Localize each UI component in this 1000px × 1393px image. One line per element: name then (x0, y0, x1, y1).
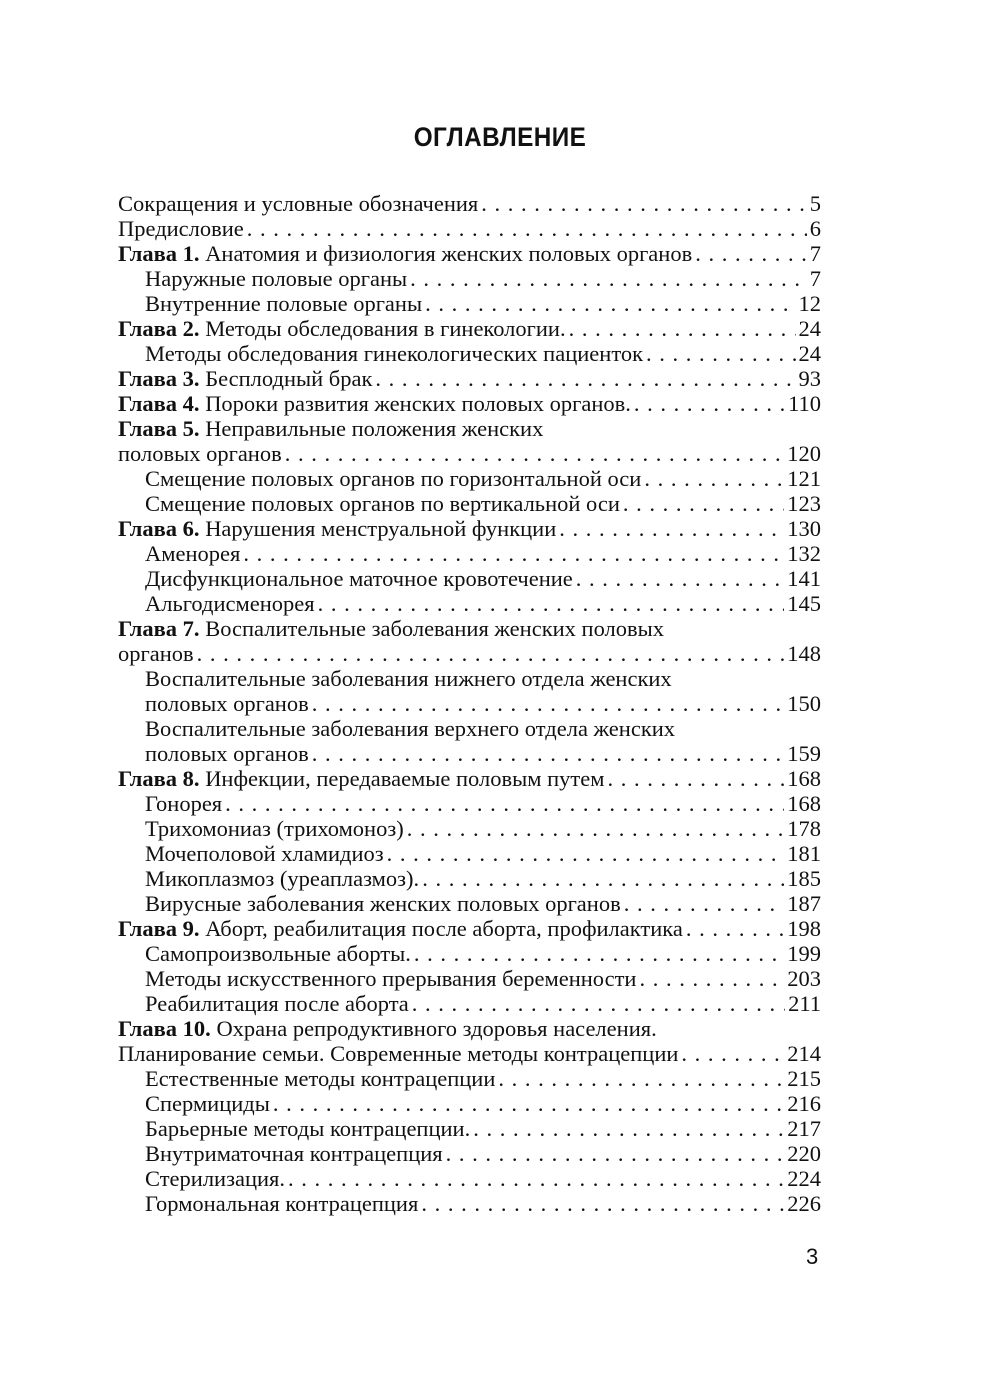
dot-leader (559, 516, 784, 541)
dot-leader (576, 566, 784, 591)
dot-leader (569, 316, 796, 341)
toc-entry-title: Внутриматочная контрацепция (145, 1141, 443, 1166)
dot-leader (312, 741, 785, 766)
page-number: 3 (806, 1244, 819, 1269)
toc-entry-section[interactable] (118, 1116, 821, 1141)
dot-leader (695, 241, 807, 266)
toc-entry-section[interactable] (118, 266, 821, 291)
toc-entry-title-cont: половых органов (118, 441, 282, 466)
toc-entry-title: Спермициды (145, 1091, 270, 1116)
toc-entry-title: Мочеполовой хламидиоз (145, 841, 384, 866)
toc-page-number: 187 (787, 891, 821, 916)
dot-leader (686, 916, 784, 941)
toc-entry-title: Охрана репродуктивного здоровья населения. (216, 1016, 657, 1041)
toc-entry-title: Дисфункциональное маточное кровотечение (145, 566, 573, 591)
toc-entry-section[interactable] (118, 341, 821, 366)
dot-leader (634, 391, 785, 416)
toc-page-number: 12 (798, 291, 821, 316)
dot-leader (273, 1091, 784, 1116)
toc-entry-title: Пороки развития женских половых органов. (205, 391, 631, 416)
toc-entry-chapter-2[interactable] (118, 316, 821, 341)
dot-leader (225, 791, 784, 816)
toc-entry-title-cont: половых органов (145, 741, 309, 766)
toc-page-number: 214 (787, 1041, 821, 1066)
toc-entry-preface[interactable] (118, 216, 821, 241)
toc-page-number: 120 (787, 441, 821, 466)
toc-entry-section[interactable] (118, 891, 821, 916)
dot-leader (414, 941, 784, 966)
dot-leader (285, 441, 785, 466)
dot-leader (407, 816, 785, 841)
toc-page-number: 145 (787, 591, 821, 616)
chapter-label: Глава 1. (118, 241, 200, 266)
toc-entry-title: Воспалительные заболевания верхнего отдела женских (145, 716, 676, 741)
toc-entry-title: Стерилизация. (145, 1166, 286, 1191)
toc-entry-title-cont: органов (118, 641, 194, 666)
toc-page-number: 224 (787, 1166, 821, 1191)
toc-page-number: 130 (787, 516, 821, 541)
dot-leader (412, 991, 785, 1016)
toc-page-number: 211 (788, 991, 821, 1016)
toc-entry-section[interactable] (118, 716, 821, 766)
toc-page-number: 159 (787, 741, 821, 766)
toc-entry-section[interactable] (118, 291, 821, 316)
toc-entry-title: Наружные половые органы (145, 266, 408, 291)
toc-entry-title: Неправильные положения женских (205, 416, 544, 441)
toc-entry-title: Микоплазмоз (уреаплазмоз). (145, 866, 420, 891)
toc-page-number: 24 (798, 316, 821, 341)
toc-entry-chapter-10[interactable] (118, 1016, 821, 1066)
chapter-label: Глава 4. (118, 391, 200, 416)
dot-leader (646, 341, 795, 366)
toc-entry-title-cont: Планирование семьи. Современные методы контрацепции (118, 1041, 679, 1066)
toc-page-number: 141 (787, 566, 821, 591)
toc-entry-title: Методы обследования в гинекологии. (205, 316, 566, 341)
toc-page-number: 6 (809, 216, 821, 241)
toc-entry-abbreviations[interactable] (118, 191, 821, 216)
dot-leader (375, 366, 795, 391)
dot-leader (410, 266, 807, 291)
page-title: ОГЛАВЛЕНИЕ (413, 122, 587, 152)
toc-entry-title: Самопроизвольные аборты. (145, 941, 411, 966)
toc-page-number: 181 (787, 841, 821, 866)
toc-entry-title: Воспалительные заболевания нижнего отдела женских (145, 666, 672, 691)
dot-leader (639, 966, 784, 991)
toc-entry-title: Аменорея (145, 541, 241, 566)
toc-entry-title: Предисловие (118, 216, 244, 241)
toc-entry-section[interactable] (118, 1166, 821, 1191)
toc-page-number: 215 (787, 1066, 821, 1091)
chapter-label: Глава 5. (118, 416, 200, 441)
table-of-contents (118, 191, 821, 1216)
toc-entry-title: Реабилитация после аборта (145, 991, 409, 1016)
toc-entry-section[interactable] (118, 541, 821, 566)
toc-entry-chapter-6[interactable] (118, 516, 821, 541)
toc-entry-chapter-7[interactable] (118, 616, 821, 666)
toc-page-number: 148 (787, 641, 821, 666)
dot-leader (607, 766, 784, 791)
toc-entry-title: Методы обследования гинекологических пациенток (145, 341, 644, 366)
chapter-label: Глава 10. (118, 1016, 211, 1041)
dot-leader (481, 191, 806, 216)
toc-entry-section[interactable] (118, 816, 821, 841)
dot-leader (624, 891, 785, 916)
dot-leader (247, 216, 807, 241)
toc-entry-section[interactable] (118, 791, 821, 816)
toc-entry-section[interactable] (118, 1091, 821, 1116)
toc-entry-title: Нарушения менструальной функции (205, 516, 557, 541)
toc-page-number: 121 (787, 466, 821, 491)
toc-entry-title: Внутренние половые органы (145, 291, 423, 316)
toc-entry-title: Методы искусственного прерывания беременности (145, 966, 637, 991)
toc-entry-title: Инфекции, передаваемые половым путем (205, 766, 605, 791)
toc-entry-chapter-1[interactable] (118, 241, 821, 266)
toc-entry-title: Бесплодный брак (205, 366, 373, 391)
chapter-label: Глава 8. (118, 766, 200, 791)
toc-page-number: 220 (787, 1141, 821, 1166)
toc-entry-section[interactable] (118, 966, 821, 991)
toc-entry-section[interactable] (118, 866, 821, 891)
toc-page-number: 132 (787, 541, 821, 566)
dot-leader (318, 591, 785, 616)
toc-entry-chapter-3[interactable] (118, 366, 821, 391)
dot-leader (422, 866, 784, 891)
toc-entry-title-cont: половых органов (145, 691, 309, 716)
dot-leader (681, 1041, 784, 1066)
toc-entry-title: Трихомониаз (трихомоноз) (145, 816, 404, 841)
toc-page-number: 24 (798, 341, 821, 366)
toc-page-number: 199 (787, 941, 821, 966)
toc-page-number: 216 (787, 1091, 821, 1116)
toc-page-number: 168 (787, 766, 821, 791)
toc-entry-title: Смещение половых органов по вертикальной оси (145, 491, 620, 516)
toc-page-number: 203 (787, 966, 821, 991)
toc-entry-title: Аборт, реабилитация после аборта, профилактика (205, 916, 683, 941)
toc-entry-section[interactable] (118, 591, 821, 616)
toc-entry-section[interactable] (118, 841, 821, 866)
toc-entry-title: Естественные методы контрацепции (145, 1066, 496, 1091)
dot-leader (498, 1066, 784, 1091)
dot-leader (644, 466, 784, 491)
toc-page-number: 110 (788, 391, 821, 416)
toc-entry-chapter-4[interactable] (118, 391, 821, 416)
toc-entry-title: Гонорея (145, 791, 223, 816)
chapter-label: Глава 2. (118, 316, 200, 341)
toc-page-number: 168 (787, 791, 821, 816)
toc-entry-title: Воспалительные заболевания женских половых (205, 616, 664, 641)
chapter-label: Глава 9. (118, 916, 200, 941)
toc-entry-title: Альгодисменорея (145, 591, 315, 616)
dot-leader (243, 541, 784, 566)
toc-page-number: 226 (787, 1191, 821, 1216)
toc-entry-section[interactable] (118, 941, 821, 966)
dot-leader (197, 641, 785, 666)
toc-entry-section[interactable] (118, 991, 821, 1016)
dot-leader (623, 491, 784, 516)
toc-entry-section[interactable] (118, 566, 821, 591)
toc-entry-chapter-5[interactable] (118, 416, 821, 466)
toc-entry-section[interactable] (118, 491, 821, 516)
toc-page-number: 7 (809, 266, 821, 291)
toc-page-number: 7 (809, 241, 821, 266)
chapter-label: Глава 7. (118, 616, 200, 641)
toc-entry-chapter-8[interactable] (118, 766, 821, 791)
dot-leader (288, 1166, 784, 1191)
toc-entry-section[interactable] (118, 1141, 821, 1166)
dot-leader (473, 1116, 784, 1141)
toc-entry-title: Смещение половых органов по горизонтальной оси (145, 466, 642, 491)
toc-entry-title: Вирусные заболевания женских половых органов (145, 891, 621, 916)
toc-page-number: 185 (787, 866, 821, 891)
chapter-label: Глава 6. (118, 516, 200, 541)
toc-entry-section[interactable] (118, 1066, 821, 1091)
dot-leader (446, 1141, 785, 1166)
toc-entry-title: Барьерные методы контрацепции. (145, 1116, 471, 1141)
toc-page-number: 217 (787, 1116, 821, 1141)
toc-entry-title: Сокращения и условные обозначения (118, 191, 479, 216)
toc-entry-section[interactable] (118, 466, 821, 491)
toc-page-number: 5 (809, 191, 821, 216)
toc-entry-chapter-9[interactable] (118, 916, 821, 941)
toc-entry-title: Гормональная контрацепция (145, 1191, 419, 1216)
toc-entry-section[interactable] (118, 666, 821, 716)
dot-leader (387, 841, 785, 866)
chapter-label: Глава 3. (118, 366, 200, 391)
toc-page-number: 123 (787, 491, 821, 516)
toc-entry-title: Анатомия и физиология женских половых органов (205, 241, 693, 266)
toc-entry-section[interactable] (118, 1191, 821, 1216)
toc-page-number: 93 (798, 366, 821, 391)
dot-leader (312, 691, 785, 716)
toc-page-number: 150 (787, 691, 821, 716)
dot-leader (421, 1191, 784, 1216)
toc-page-number: 198 (787, 916, 821, 941)
dot-leader (425, 291, 795, 316)
toc-page-number: 178 (787, 816, 821, 841)
